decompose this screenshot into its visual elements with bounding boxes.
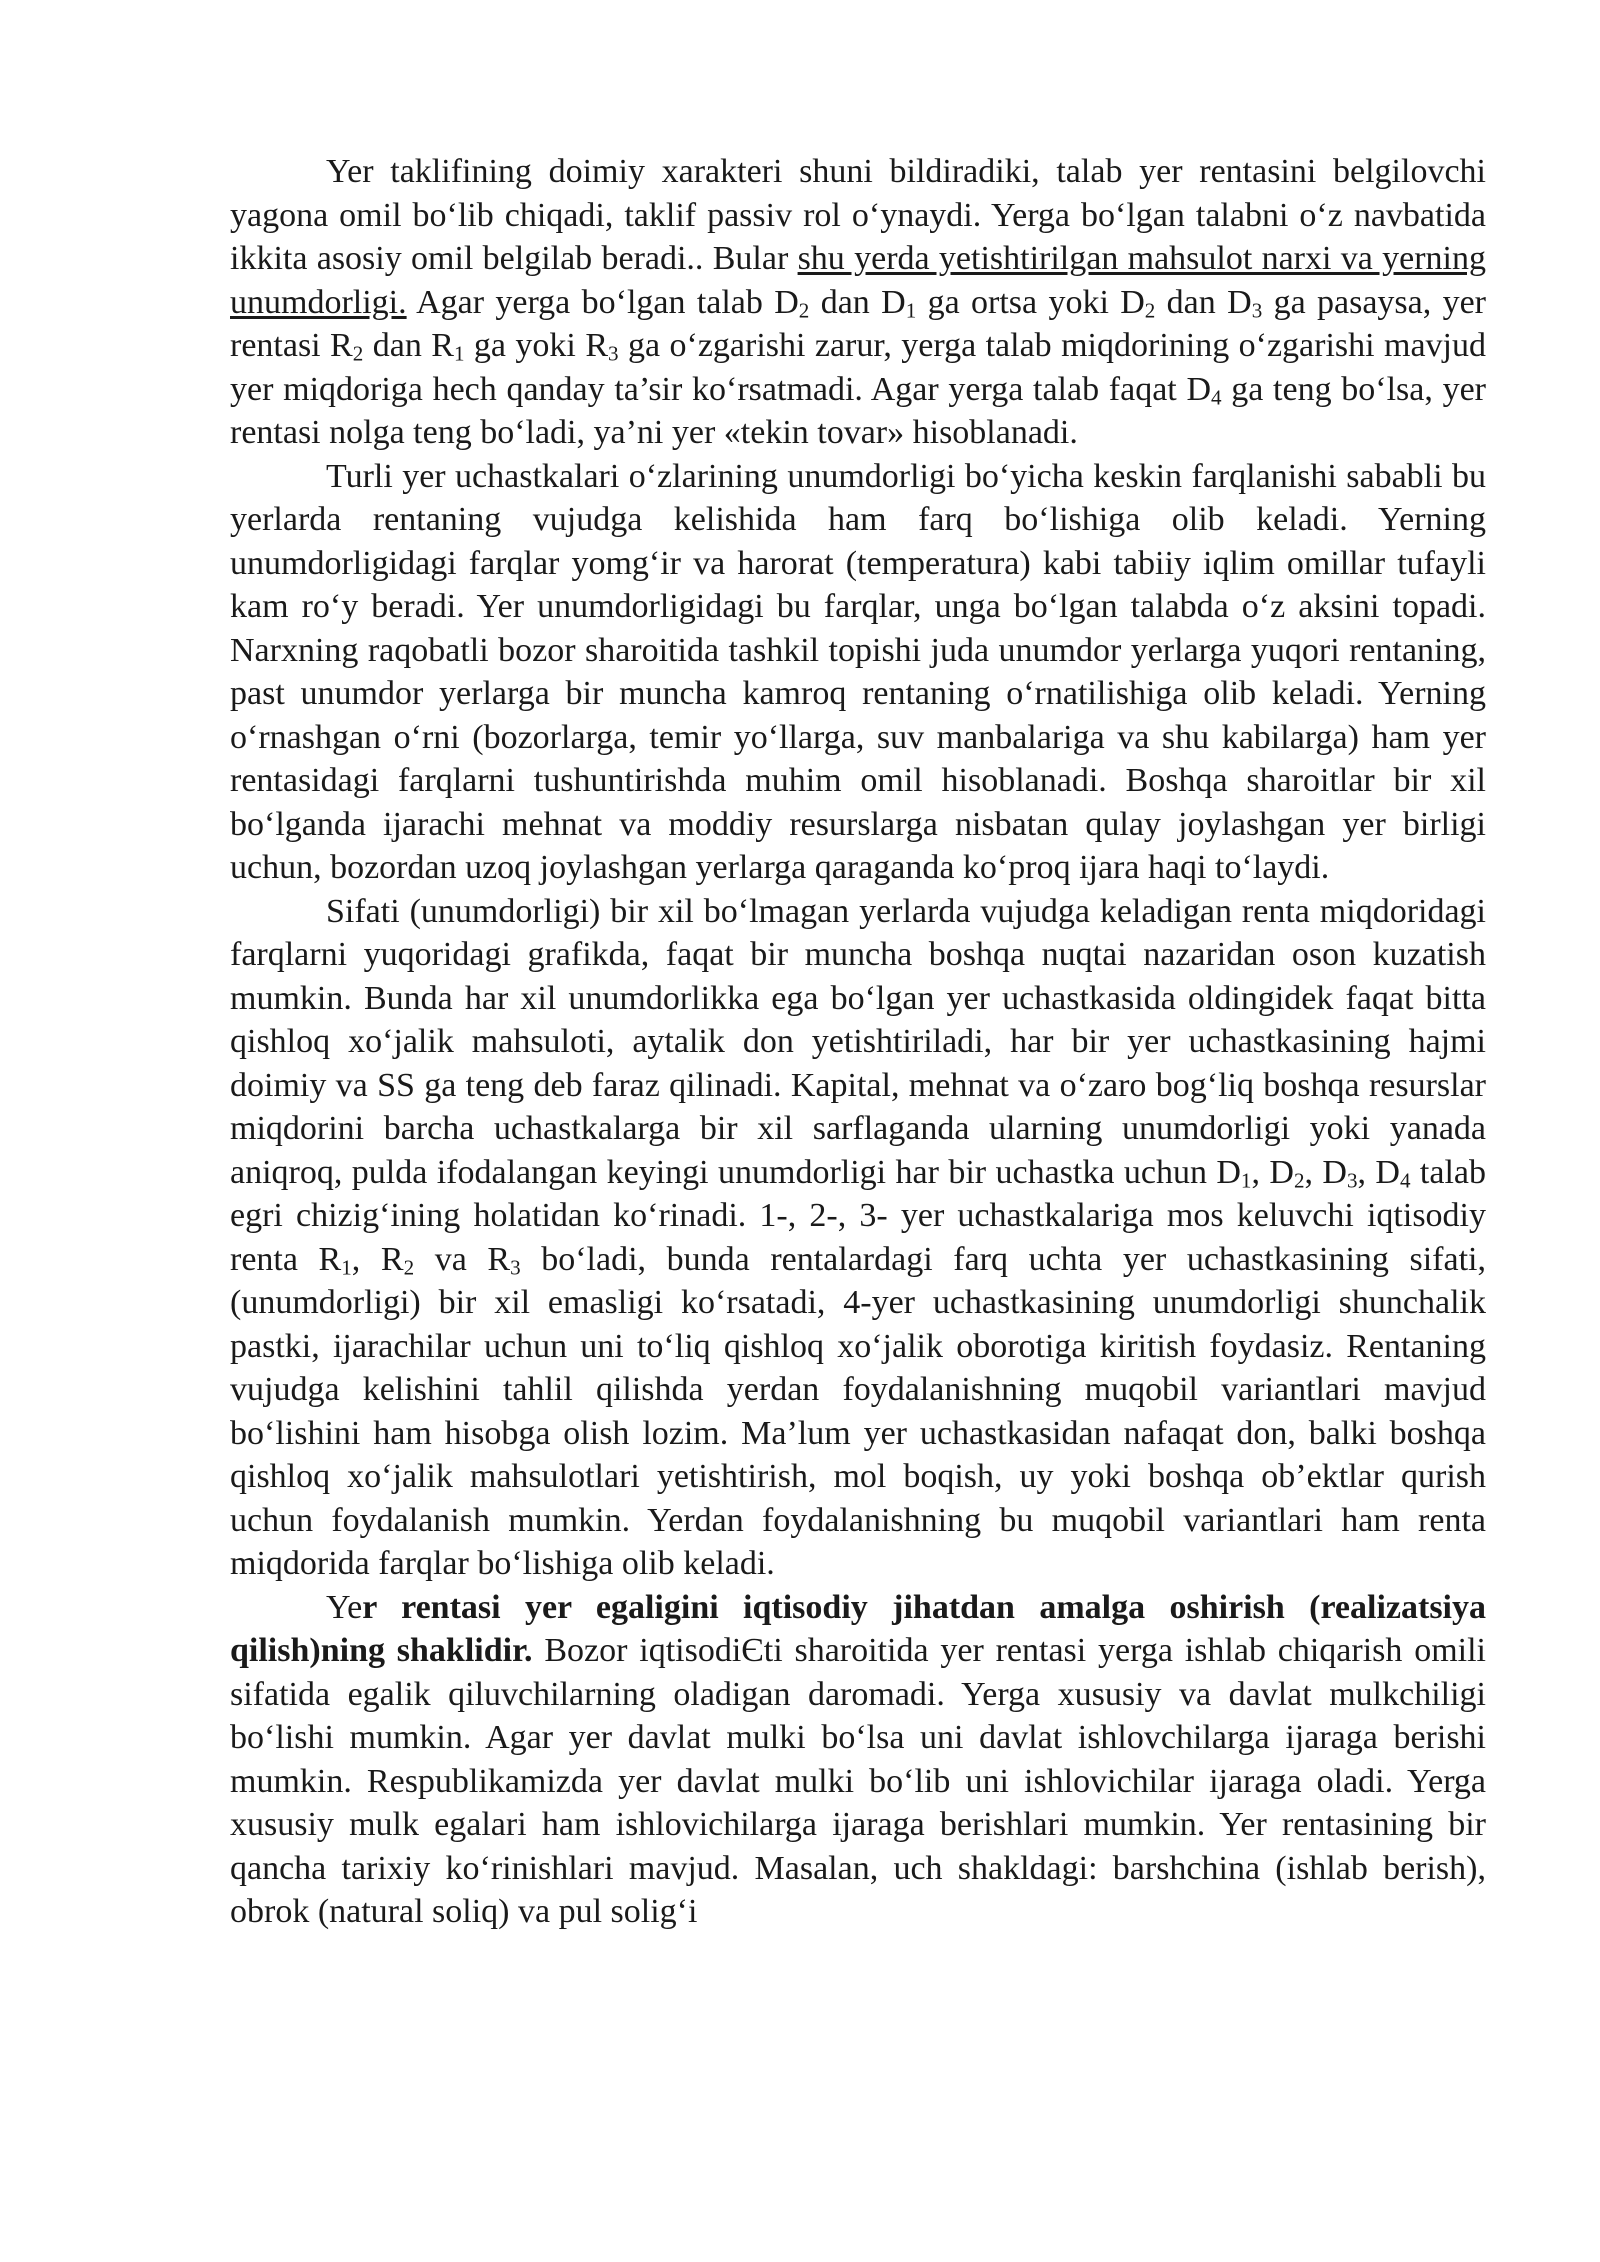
text-run: ga ortsa yoki D <box>916 283 1145 321</box>
text-run: boʻladi, bunda rentalardagi farq uchta yer uchastkasining sifati, (unumdorligi) bir xil emasligi koʻrsatadi, 4-yer uchastkasining unumdorligi shunchalik pastki, ijarachilar uchun uni toʻliq qishloq xoʻjalik oborotiga kiritish foydasiz. Rentaning vujudga kelishini tahlil qilishda yerdan foydalanishning muqobil variantlari mavjud boʻlishini ham hisobga olish lozim. Ma’lum yer uchastkasidan nafaqat don, balki boshqa qishloq xoʻjalik mahsulotlari yetishtirish, mol boqish, uy yoki boshqa ob’ektlar qurish uchun foydalanish mumkin. Yerdan foydalanishning bu muqobil variantlari ham renta miqdorida farqlar boʻlishiga olib keladi. <box>230 1240 1486 1582</box>
text-run: , D <box>1251 1153 1294 1191</box>
text-run: dan R <box>363 327 454 364</box>
text-run: ga pasaysa, yer rentasi R <box>230 283 1487 364</box>
paragraph-1 <box>230 150 1486 455</box>
subscript: 3 <box>1346 1168 1358 1193</box>
subscript: 1 <box>341 1255 352 1280</box>
paragraph-2: Turli yer uchastkalari oʻzlarining unumdorligi boʻyicha keskin farqlanishi sababli bu yerlarda rentaning vujudga kelishida ham farq boʻlishiga olib keladi. Yerning unumdorligidagi farqlar yomgʻir va harorat (temperatura) kabi tabiiy iqlim omillar tufayli kam roʻy beradi. Yer unumdorligidagi bu farqlar, unga boʻlgan talabda oʻz aksini topadi. Narxning raqobatli bozor sharoitida tashkil topishi juda unumdor yerlarga yuqori rentaning, past unumdor yerlarga bir muncha kamroq rentaning oʻrnatilishiga olib keladi. Yerning oʻrnashgan oʻrni (bozorlarga, temir yoʻllarga, suv manbalariga va shu kabilarga) ham yer rentasidagi farqlarni tushuntirishda muhim omil hisoblanadi. Boshqa sharoitlar bir xil boʻlganda ijarachi mehnat va moddiy resurslarga nisbatan qulay joylashgan yer birligi uchun, bozordan uzoq joylashgan yerlarga qaraganda koʻproq ijara haqi toʻlaydi. <box>230 457 1486 886</box>
text-run: , D <box>1304 1153 1347 1191</box>
underlined-phrase: shu yerda yetishtirilgan mahsulot narxi va yerning unumdorligi. <box>230 240 1486 321</box>
subscript: 2 <box>352 341 364 366</box>
subscript: 2 <box>1144 298 1156 323</box>
text-run: Yer taklifining doimiy xarakteri shuni bildiradiki, talab yer rentasini belgilovchi yagona omil boʻlib chiqadi, taklif passiv rol oʻynaydi. Yerga boʻlgan talabni oʻz navbatida ikkita asosiy omil belgilab beradi.. Bular <box>230 153 1486 277</box>
text-run: talab egri chizigʻining holatidan koʻrinadi. 1-, 2-, 3- yer uchastkalariga mos keluvchi iqtisodiy renta R <box>230 1153 1486 1278</box>
text-run: , D <box>1357 1153 1400 1191</box>
subscript: 3 <box>608 341 619 366</box>
subscript: 1 <box>1240 1168 1252 1193</box>
document-page <box>230 150 1486 1934</box>
text-run: dan D <box>820 283 906 321</box>
subscript: 3 <box>510 1255 521 1280</box>
text-run: Ye <box>326 1588 363 1626</box>
paragraph-3 <box>230 890 1486 1586</box>
subscript: 2 <box>1293 1168 1305 1193</box>
subscript: 3 <box>1251 298 1263 323</box>
paragraph-4 <box>230 1586 1486 1934</box>
bold-definition: r rentasi yer egaligini iqtisodiy jihatdan amalga oshirish (realizatsiya qilish)ning shaklidir. <box>230 1588 1486 1669</box>
text-run: dan D <box>1155 283 1252 321</box>
text-run: Sifati (unumdorligi) bir xil boʻlmagan yerlarda vujudga keladigan renta miqdoridagi farqlarni yuqoridagi grafikda, faqat bir muncha boshqa nuqtai nazaridan oson kuzatish mumkin. Bunda har xil unumdorlikka ega boʻlgan yer uchastkasida oldingidek faqat bitta qishloq xoʻjalik mahsuloti, aytalik don yetishtiriladi, har bir yer uchastkasining hajmi doimiy va SS ga teng deb faraz qilinadi. Kapital, mehnat va oʻzaro bogʻliq boshqa resurslar miqdorini barcha uchastkalarga bir xil sarflaganda ularning unumdorligi yoki yanada aniqroq, pulda ifodalangan keyingi unumdorligi har bir uchastka uchun D <box>230 892 1486 1191</box>
text-run: ga yoki R <box>464 327 608 364</box>
text-run: ga oʻzgarishi zarur, yerga talab miqdorining oʻzgarishi mavjud yer miqdoriga hech qanday ta’sir koʻrsatmadi. Agar yerga talab faqat D <box>230 327 1487 408</box>
text-run: Bozor iqtisodiЄti sharoitida yer rentasi yerga ishlab chiqarish omili sifatida egalik qiluvchilarning oladigan daromadi. Yerga xususiy va davlat mulkchiligi boʻlishi mumkin. Agar yer davlat mulki boʻlsa uni davlat ishlovchilarga ijaraga berishi mumkin. Respublikamizda yer davlat mulki boʻlib uni ishlovichilar ijaraga oladi. Yerga xususiy mulk egalari ham ishlovichilarga ijaraga berishlari mumkin. Yer rentasining bir qancha tarixiy koʻrinishlari mavjud. Masalan, uch shakldagi: barshchina (ishlab berish), obrok (natural soliq) va pul soligʻi <box>230 1632 1486 1930</box>
subscript: 1 <box>905 298 917 323</box>
text-run: va R <box>414 1240 511 1278</box>
text-run: Agar yerga boʻlgan talab D <box>406 283 799 321</box>
text-run: ga teng boʻlsa, yer rentasi nolga teng boʻladi, ya’ni yer «tekin tovar» hisoblanadi. <box>230 370 1486 451</box>
subscript: 4 <box>1211 385 1222 410</box>
subscript: 2 <box>403 1255 415 1280</box>
subscript: 4 <box>1399 1168 1411 1193</box>
subscript: 2 <box>798 298 810 323</box>
text-run: , R <box>351 1240 404 1278</box>
subscript: 1 <box>453 341 465 366</box>
